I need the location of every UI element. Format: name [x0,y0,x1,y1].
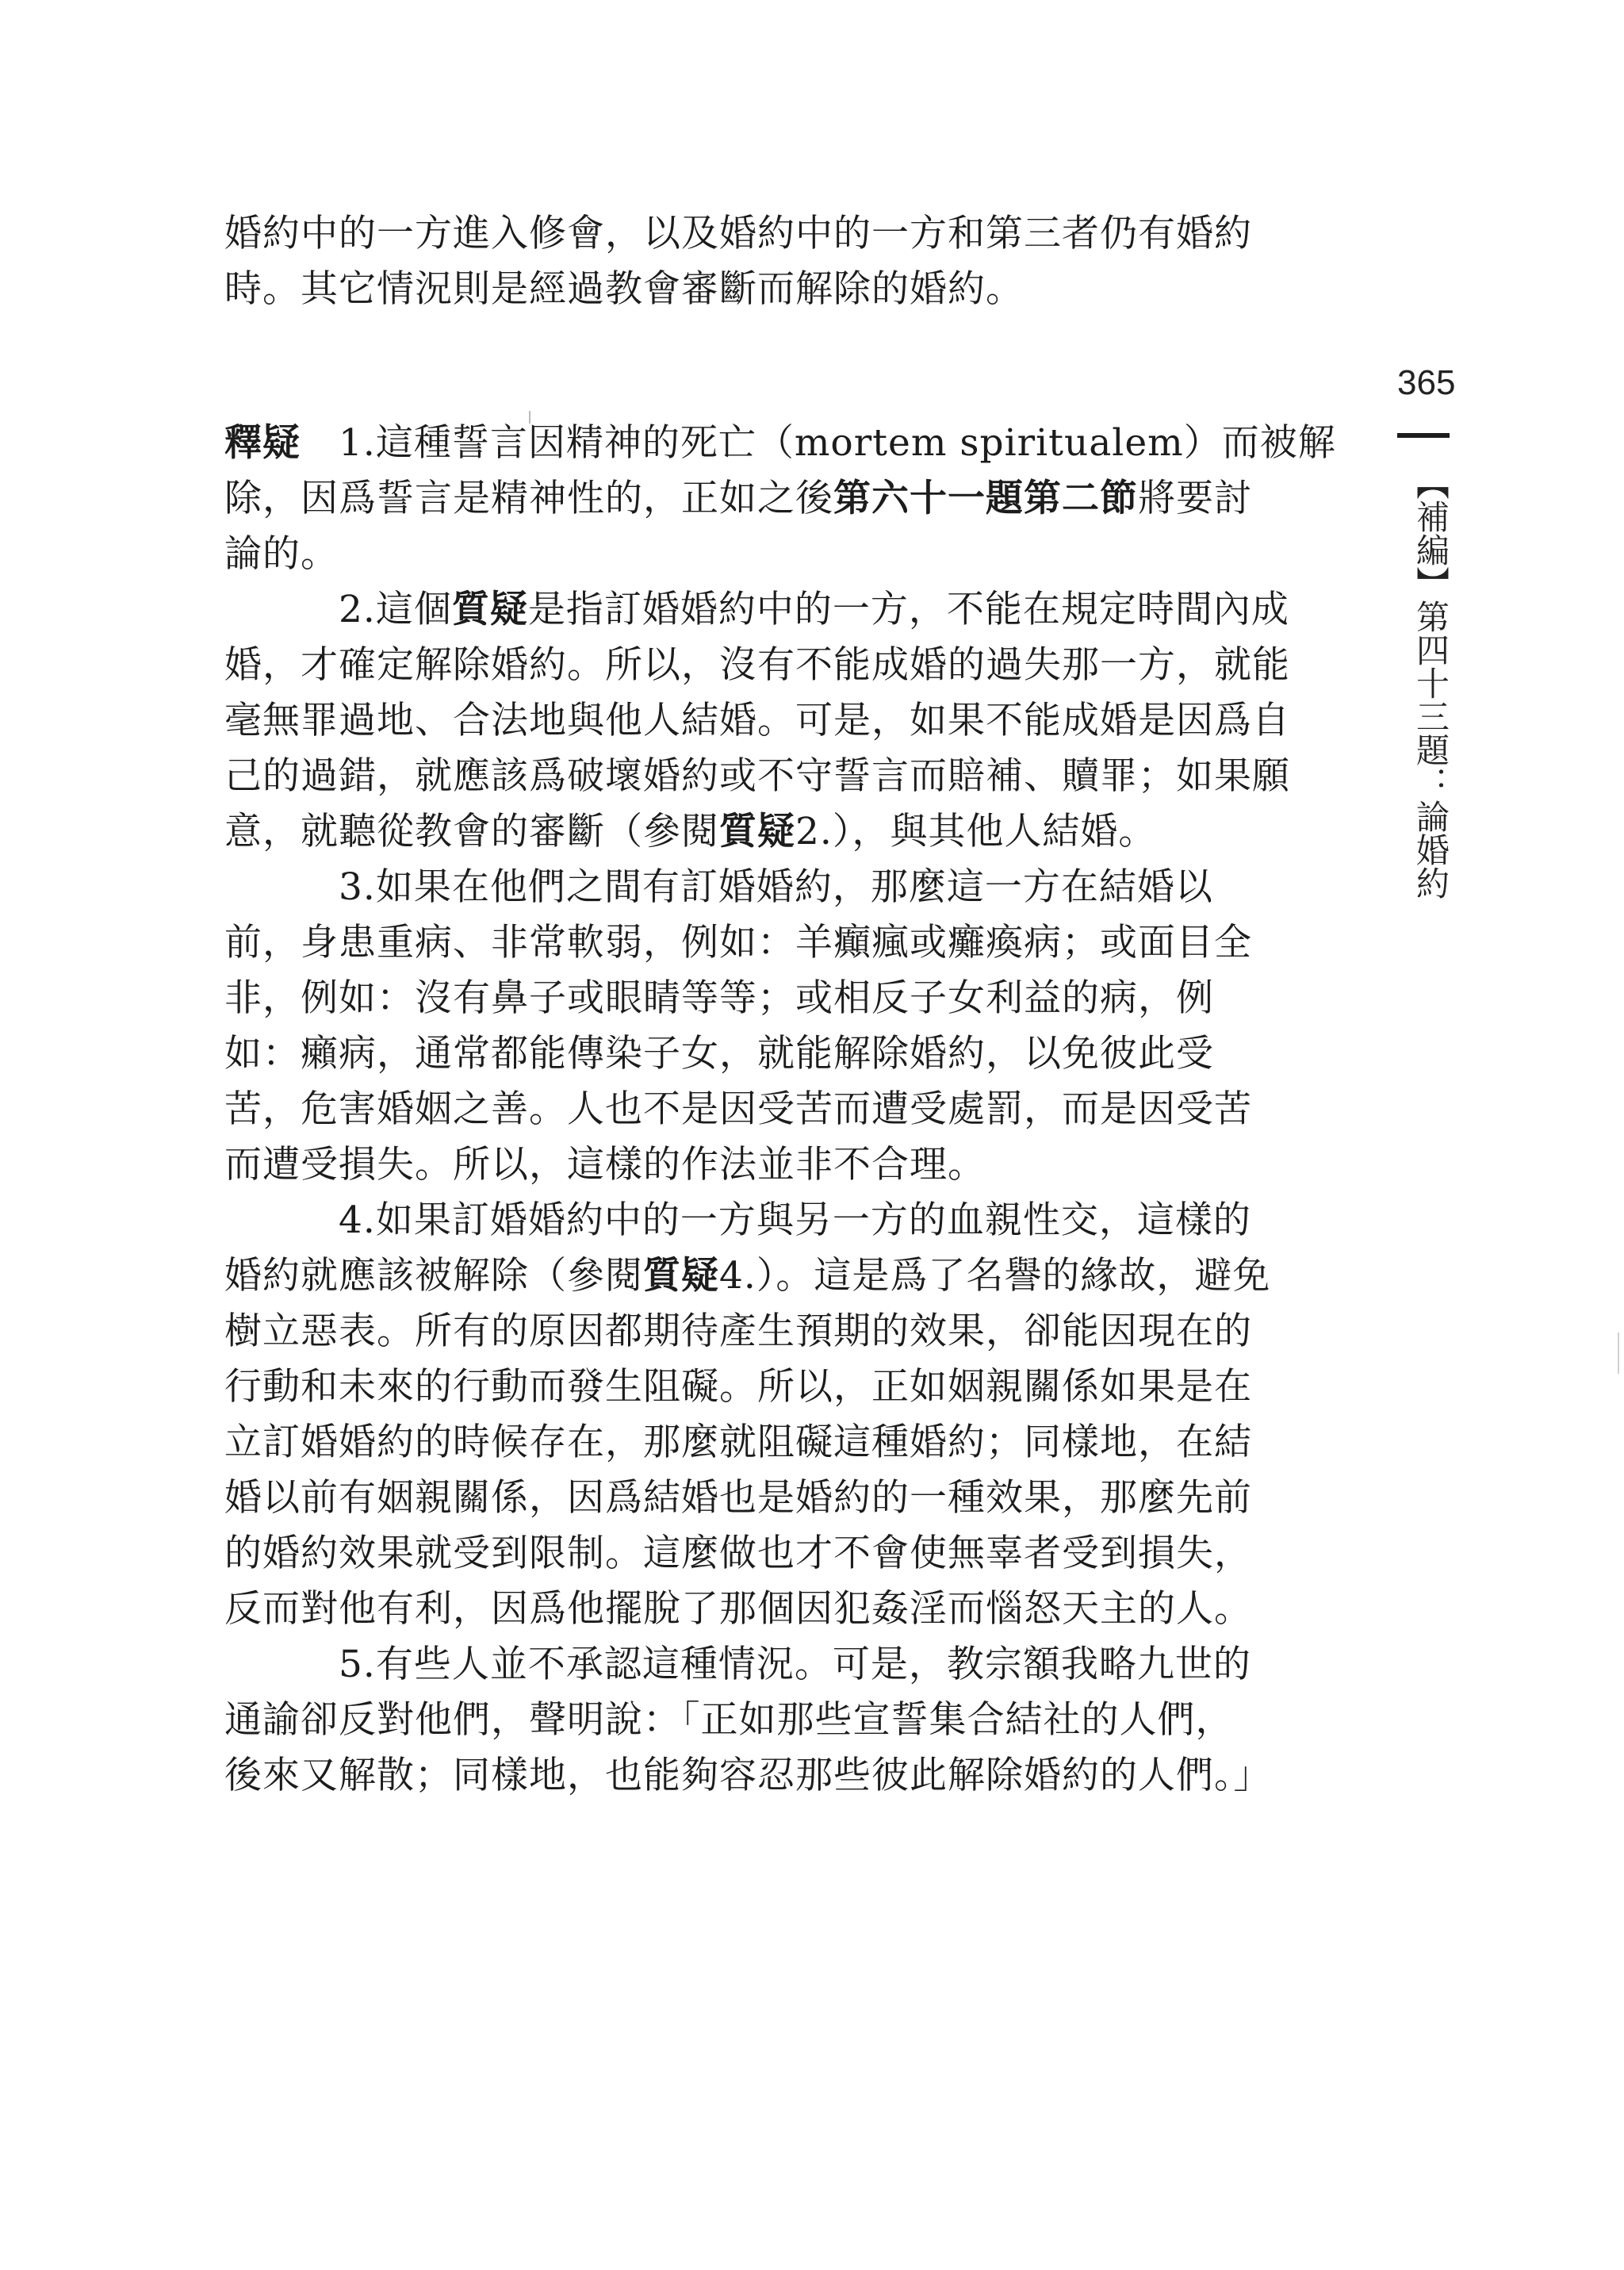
text-line: 苦，危害婚姻之善。人也不是因受苦而遭受處罰，而是因受苦 [224,1087,1252,1131]
text-line [224,416,1352,471]
text-line: 的婚約效果就受到限制。這麼做也才不會使無辜者受到損失， [224,1532,1252,1575]
text-line [224,471,1352,527]
text-span: 4.）。這是爲了名譽的緣故，避免 [719,1254,1271,1298]
text-span: 1.這種誓言因精神的死亡（mortem spiritualem）而被解 [301,421,1336,465]
text-span: 除，因爲誓言是精神性的，正如之後 [224,477,833,520]
text-line: 婚以前有姻親關係，因爲結婚也是婚約的一種效果，那麼先前 [224,1476,1252,1520]
page-number: 365 [1397,363,1456,402]
text-line: 前，身患重病、非常軟弱，例如：羊癲瘋或癱瘓病；或面目全 [224,921,1252,964]
text-line: 反而對他有利，因爲他擺脫了那個因犯姦淫而惱怒天主的人。 [224,1587,1252,1631]
text-line: 通諭卻反對他們，聲明說：「正如那些宣誓集合結社的人們， [224,1698,1234,1742]
text-line: 毫無罪過地、合法地與他人結婚。可是，如果不能成婚是因爲自 [224,699,1290,742]
text-line: 行動和未來的行動而發生阻礙。所以，正如姻親關係如果是在 [224,1365,1252,1409]
margin-rule [1397,433,1450,438]
text-span: 婚約就應該被解除（參閱 [224,1254,643,1298]
cross-reference: 第六十一題第二節 [833,477,1138,520]
cross-reference: 質疑 [719,810,795,853]
top-paragraph [224,206,1352,317]
text-span: 是指訂婚婚約中的一方，不能在規定時間內成 [527,588,1289,631]
main-body [224,416,1352,1804]
text-line: 論的。 [224,532,339,576]
text-line: 己的過錯，就應該爲破壞婚約或不守誓言而賠補、贖罪；如果願 [224,754,1290,798]
text-span: 將要討 [1138,477,1252,520]
text-line: 3.如果在他們之間有訂婚婚約，那麼這一方在結婚以 [339,865,1213,909]
text-line: 立訂婚婚約的時候存在，那麼就阻礙這種婚約；同樣地，在結 [224,1421,1252,1464]
text-line [224,804,1352,860]
text-line: 婚約中的一方進入修會，以及婚約中的一方和第三者仍有婚約 [224,212,1252,255]
text-span: 2.這個 [339,588,452,631]
text-line: 非，例如：沒有鼻子或眼睛等等；或相反子女利益的病，例 [224,976,1214,1020]
text-line [224,1248,1352,1304]
reply-label: 釋疑 [224,421,301,465]
cross-reference: 質疑 [451,588,528,631]
text-span: 2.），與其他人結婚。 [795,810,1157,853]
text-line [224,582,1352,638]
text-line: 如：癩病，通常都能傳染子女，就能解除婚約，以免彼此受 [224,1032,1214,1076]
text-line: 而遭受損失。所以，這樣的作法並非不合理。 [224,1143,986,1187]
text-span: 意，就聽從教會的審斷（參閱 [224,810,719,853]
text-line: 時。其它情況則是經過教會審斷而解除的婚約。 [224,267,1024,311]
text-line: 5.有些人並不承認這種情況。可是，教宗額我略九世的 [339,1643,1251,1686]
running-head: 【補編】第四十三題：論婚約 [1411,466,1450,899]
cross-reference: 質疑 [643,1254,719,1298]
text-line: 婚，才確定解除婚約。所以，沒有不能成婚的過失那一方，就能 [224,643,1290,687]
text-line: 後來又解散；同樣地，也能夠容忍那些彼此解除婚約的人們。」 [224,1754,1272,1797]
text-line: 4.如果訂婚婚約中的一方與另一方的血親性交，這樣的 [339,1198,1251,1242]
scan-edge-mark [1618,1332,1619,1374]
text-line: 樹立惡表。所有的原因都期待產生預期的效果，卻能因現在的 [224,1309,1252,1353]
